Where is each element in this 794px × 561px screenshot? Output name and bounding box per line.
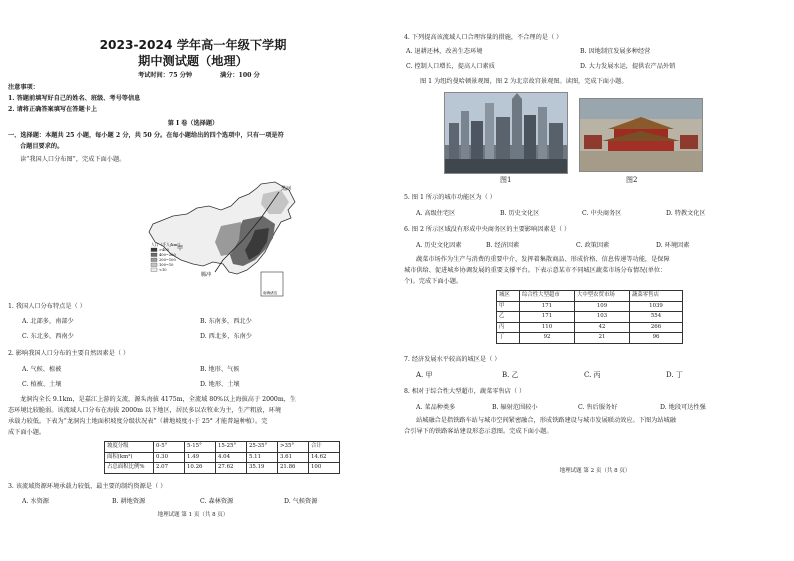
- legend-item-3: 200~100: [159, 258, 176, 263]
- legend-item-4: 100~10: [159, 263, 174, 268]
- table-cell: 0.30: [154, 452, 185, 463]
- slope-table: [104, 441, 340, 474]
- exam-title-line2: 期中测试题（地理）: [138, 54, 248, 68]
- market-passage-1: 蔬菜市场作为生产与消费的重要中介，发挥着集散商品、形成价格、信息传递等功能，是保障: [416, 256, 670, 263]
- table-cell: 2.07: [154, 463, 185, 474]
- right-page: [404, 0, 786, 561]
- q2-option-a[interactable]: A. 气候、植被: [22, 366, 62, 373]
- q5-option-b[interactable]: B. 历史文化区: [500, 210, 540, 217]
- market-passage-2: 城市供给、促进城乡协调发展的重要支撑平台。下表示意某市不同城区蔬菜市场分布情况(单位：: [404, 267, 667, 274]
- station-passage-1: 站城融合是指铁路车站与城市空间紧密融合，形成铁路建设与城市发展联动效应。下图为站城融: [416, 417, 676, 424]
- volume-heading: 第 I 卷（选择题）: [167, 120, 219, 127]
- label-heihe: 黑河: [281, 186, 292, 192]
- table-cell: 27.62: [216, 463, 247, 474]
- table-header-cell: 0-5°: [154, 442, 185, 453]
- map-prompt: 读“我国人口分布图”，完成下面小题。: [20, 156, 126, 163]
- q6-option-d[interactable]: D. 环境因素: [656, 242, 690, 249]
- q5-option-a[interactable]: A. 高级住宅区: [416, 210, 456, 217]
- passage-line-4: 成下面小题。: [8, 429, 46, 436]
- legend-item-2: 400~200: [159, 253, 176, 258]
- q8-option-a[interactable]: A. 菜品种类多: [416, 404, 456, 411]
- table-cell: 100: [309, 463, 340, 474]
- q4-stem: 4. 下列提高该流域人口合理容量的措施，不合理的是（ ）: [404, 34, 563, 41]
- page-footer-2: 地理试题 第 2 页（共 8 页）: [559, 468, 631, 474]
- q8-option-c[interactable]: C. 售后服务好: [578, 404, 618, 411]
- table-header-cell: 坡度分级: [105, 442, 154, 453]
- notice-heading: 注意事项：: [8, 84, 39, 91]
- q7-option-a[interactable]: A. 甲: [416, 371, 433, 379]
- table-cell: 171: [520, 301, 575, 312]
- table-cell: 14.62: [309, 452, 340, 463]
- legend-item-5: <10: [159, 268, 167, 273]
- table-cell: 96: [630, 333, 683, 344]
- table-row: [497, 322, 683, 333]
- table-cell: 109: [575, 301, 630, 312]
- q5-option-d[interactable]: D. 特教文化区: [666, 210, 706, 217]
- legend-title: 人口（千人/km²）: [151, 242, 183, 247]
- page-footer-1: 地理试题 第 1 页（共 8 页）: [157, 512, 229, 518]
- notice-1: 1. 答题前填写好自己的姓名、班级、考号等信息: [8, 95, 141, 102]
- table-cell: 5.11: [247, 452, 278, 463]
- q2-stem: 2. 影响我国人口分布的主要自然因素是（ ）: [8, 350, 130, 357]
- q8-stem: 8. 相对于综合性大型超市，蔬菜零售店（ ）: [404, 388, 526, 395]
- q1-stem: 1. 我国人口分布特点是（ ）: [8, 303, 86, 310]
- q6-option-a[interactable]: A. 历史文化因素: [416, 242, 462, 249]
- passage-line-2: 态环境比较脆弱。该流域人口分布在海拔 2000m 以下地区，居民多以农牧业为主，生产粗放，环境: [8, 407, 282, 414]
- exam-time: 考试时间：75 分钟: [138, 72, 193, 79]
- q7-option-d[interactable]: D. 丁: [666, 371, 683, 379]
- q4-option-a[interactable]: A. 退耕还林，改善生态环境: [406, 48, 483, 55]
- label-south-sea: 南海诸岛: [263, 291, 278, 295]
- table-header-cell: 25-35°: [247, 442, 278, 453]
- market-passage-3: 个)。完成下面小题。: [404, 278, 463, 285]
- table-header-cell: 蔬菜零售店: [630, 291, 683, 302]
- q4-option-c[interactable]: C. 控制人口增长，提高人口素质: [406, 63, 495, 70]
- left-page: [8, 0, 378, 561]
- full-score: 满分：100 分: [220, 72, 260, 79]
- table-cell: 丁: [497, 333, 520, 344]
- population-distribution-map: [143, 180, 303, 298]
- table-cell: 35.19: [247, 463, 278, 474]
- table-row: [105, 463, 340, 474]
- q3-option-a[interactable]: A. 水资源: [22, 498, 49, 505]
- section-instructions: 一、选择题：本题共 25 小题，每小题 2 分，共 50 分。在每小题给出的四个选项中，只有一项是符: [8, 132, 284, 139]
- label-jia: 甲: [177, 245, 184, 252]
- table-cell: 占总面积比例%: [105, 463, 154, 474]
- table-cell: 1.49: [185, 452, 216, 463]
- photo-prompt: 图 1 为纽约曼哈顿景观图，图 2 为北京故宫景观图。读图，完成下面小题。: [420, 78, 628, 85]
- q2-option-d[interactable]: D. 地形、土壤: [200, 381, 240, 388]
- table-cell: 1039: [630, 301, 683, 312]
- q3-stem: 3. 该流域资源环境承载力较低，最主要的制约资源是（ ）: [8, 483, 167, 490]
- q7-option-c[interactable]: C. 丙: [584, 371, 601, 379]
- q3-option-b[interactable]: B. 耕地资源: [112, 498, 146, 505]
- q1-option-a[interactable]: A. 北部多，南部少: [22, 318, 74, 325]
- forbidden-city-photo: [579, 98, 703, 172]
- table-header-cell: >35°: [278, 442, 309, 453]
- q6-stem: 6. 图 2 所示区域没有形成中央商务区的主要影响因素是（ ）: [404, 226, 571, 233]
- q5-stem: 5. 图 1 所示的城市功能区为（ ）: [404, 194, 496, 201]
- table-row: [497, 301, 683, 312]
- q8-option-b[interactable]: B. 辐射范围较小: [492, 404, 538, 411]
- table-cell: 面积(km²): [105, 452, 154, 463]
- figure-1-label: 图1: [500, 176, 512, 184]
- table-cell: 110: [520, 322, 575, 333]
- q7-option-b[interactable]: B. 乙: [502, 371, 519, 379]
- table-row: [497, 312, 683, 323]
- table-cell: 10.26: [185, 463, 216, 474]
- q3-option-c[interactable]: C. 森林资源: [200, 498, 234, 505]
- table-cell: 4.04: [216, 452, 247, 463]
- table-row: [497, 333, 683, 344]
- table-header-cell: 5-15°: [185, 442, 216, 453]
- table-row: [105, 452, 340, 463]
- q5-option-c[interactable]: C. 中央商务区: [582, 210, 622, 217]
- table-header-row: [497, 291, 683, 302]
- passage-line-1: 龙洞沟全长 9.1km，是嘉江上游的支流，源头海拔 4175m，全流域 80%以上海拔高于 2000m，生: [20, 396, 297, 403]
- manhattan-photo: [444, 92, 568, 174]
- table-cell: 92: [520, 333, 575, 344]
- passage-line-3: 承载力较低。下表为“龙洞沟土地面积坡度分级状况表”（耕地坡度小于 25° 才能普遍种植）。完: [8, 418, 268, 425]
- q3-option-d[interactable]: D. 气候资源: [284, 498, 318, 505]
- table-cell: 42: [575, 322, 630, 333]
- table-cell: 3.61: [278, 452, 309, 463]
- q4-option-d[interactable]: D. 大力发展水运，提供农产品外销: [580, 63, 676, 70]
- table-header-cell: 15-25°: [216, 442, 247, 453]
- table-cell: 甲: [497, 301, 520, 312]
- table-cell: 21.86: [278, 463, 309, 474]
- q4-option-b[interactable]: B. 因地制宜发展多种经营: [580, 48, 651, 55]
- q1-option-b[interactable]: B. 东南多，西北少: [200, 318, 252, 325]
- q8-option-d[interactable]: D. 地段可达性强: [660, 404, 706, 411]
- q6-option-c[interactable]: C. 政策因素: [576, 242, 610, 249]
- table-cell: 266: [630, 322, 683, 333]
- figure-2-label: 图2: [626, 176, 638, 184]
- q2-option-b[interactable]: B. 地形、气候: [200, 366, 240, 373]
- table-cell: 乙: [497, 312, 520, 323]
- table-cell: 丙: [497, 322, 520, 333]
- q1-option-c[interactable]: C. 东北多，西南少: [22, 333, 74, 340]
- table-header-cell: 合计: [309, 442, 340, 453]
- q7-stem: 7. 经济发展水平较高的城区是（ ）: [404, 356, 501, 363]
- table-header-row: [105, 442, 340, 453]
- exam-title-line1: 2023-2024 学年高一年级下学期: [99, 38, 287, 52]
- q1-option-d[interactable]: D. 西北多，东南少: [200, 333, 252, 340]
- table-header-cell: 综合性大型超市: [520, 291, 575, 302]
- table-header-cell: 大中型农贸市场: [575, 291, 630, 302]
- table-cell: 103: [575, 312, 630, 323]
- q6-option-b[interactable]: B. 经济因素: [486, 242, 520, 249]
- station-passage-2: 合引导下的铁路客站建设形态示意图。完成下面小题。: [404, 428, 553, 435]
- label-tengchong: 腾冲: [201, 272, 212, 278]
- legend-item-1: >400: [159, 248, 169, 253]
- table-cell: 21: [575, 333, 630, 344]
- table-cell: 554: [630, 312, 683, 323]
- table-cell: 171: [520, 312, 575, 323]
- q2-option-c[interactable]: C. 植被、土壤: [22, 381, 62, 388]
- section-instructions-cont: 合题目要求的。: [20, 143, 64, 150]
- notice-2: 2. 请将正确答案填写在答题卡上: [8, 106, 98, 113]
- vegetable-market-table: [496, 290, 683, 344]
- table-header-cell: 城区: [497, 291, 520, 302]
